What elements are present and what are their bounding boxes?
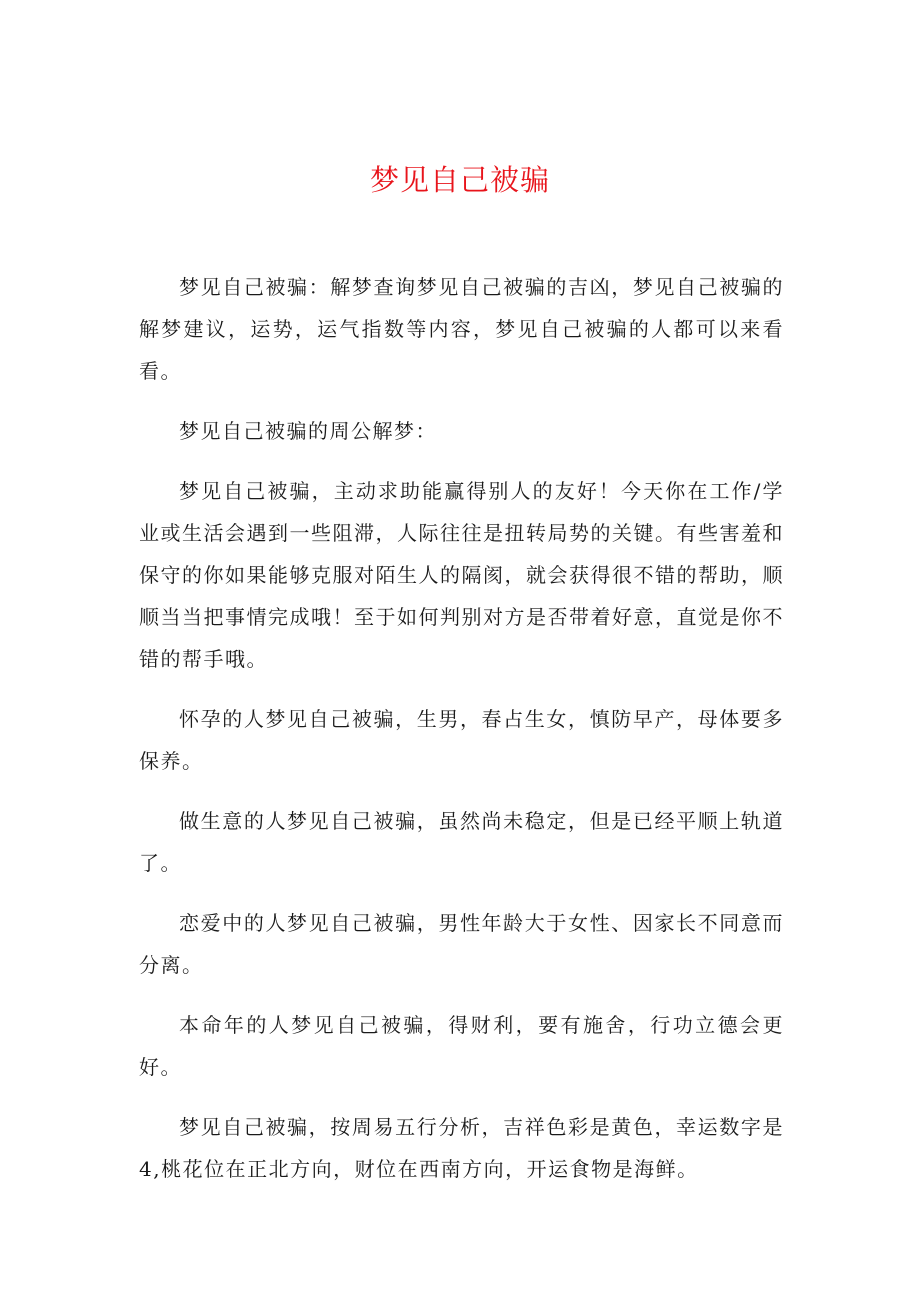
paragraph-business: 做生意的人梦见自己被骗，虽然尚未稳定，但是已经平顺上轨道了。 xyxy=(139,809,784,875)
paragraph-benming: 本命年的人梦见自己被骗，得财利，要有施舍，行功立德会更好。 xyxy=(139,1013,784,1079)
paragraph-pregnant: 怀孕的人梦见自己被骗，生男，春占生女，慎防早产，母体要多保养。 xyxy=(139,707,784,773)
paragraph-general: 梦见自己被骗，主动求助能赢得别人的友好！今天你在工作/学业或生活会遇到一些阻滞，人际往往是扭转局势的关键。有些害羞和保守的你如果能够克服对陌生人的隔阂，就会获得很不错的帮助，顺顺当当把事情完成哦！至于如何判别对方是否带着好意，直觉是你不错的帮手哦。 xyxy=(139,479,784,671)
document-body xyxy=(139,266,784,1208)
paragraph-wuxing: 梦见自己被骗，按周易五行分析，吉祥色彩是黄色，幸运数字是4,桃花位在正北方向，财位在西南方向，开运食物是海鲜。 xyxy=(139,1115,784,1181)
page-title: 梦见自己被骗 xyxy=(369,163,550,197)
paragraph-intro: 梦见自己被骗：解梦查询梦见自己被骗的吉凶，梦见自己被骗的解梦建议，运势，运气指数等内容，梦见自己被骗的人都可以来看看。 xyxy=(139,275,784,383)
paragraph-heading-zhougong: 梦见自己被骗的周公解梦： xyxy=(179,419,437,443)
paragraph-love: 恋爱中的人梦见自己被骗，男性年龄大于女性、因家长不同意而分离。 xyxy=(139,911,784,977)
